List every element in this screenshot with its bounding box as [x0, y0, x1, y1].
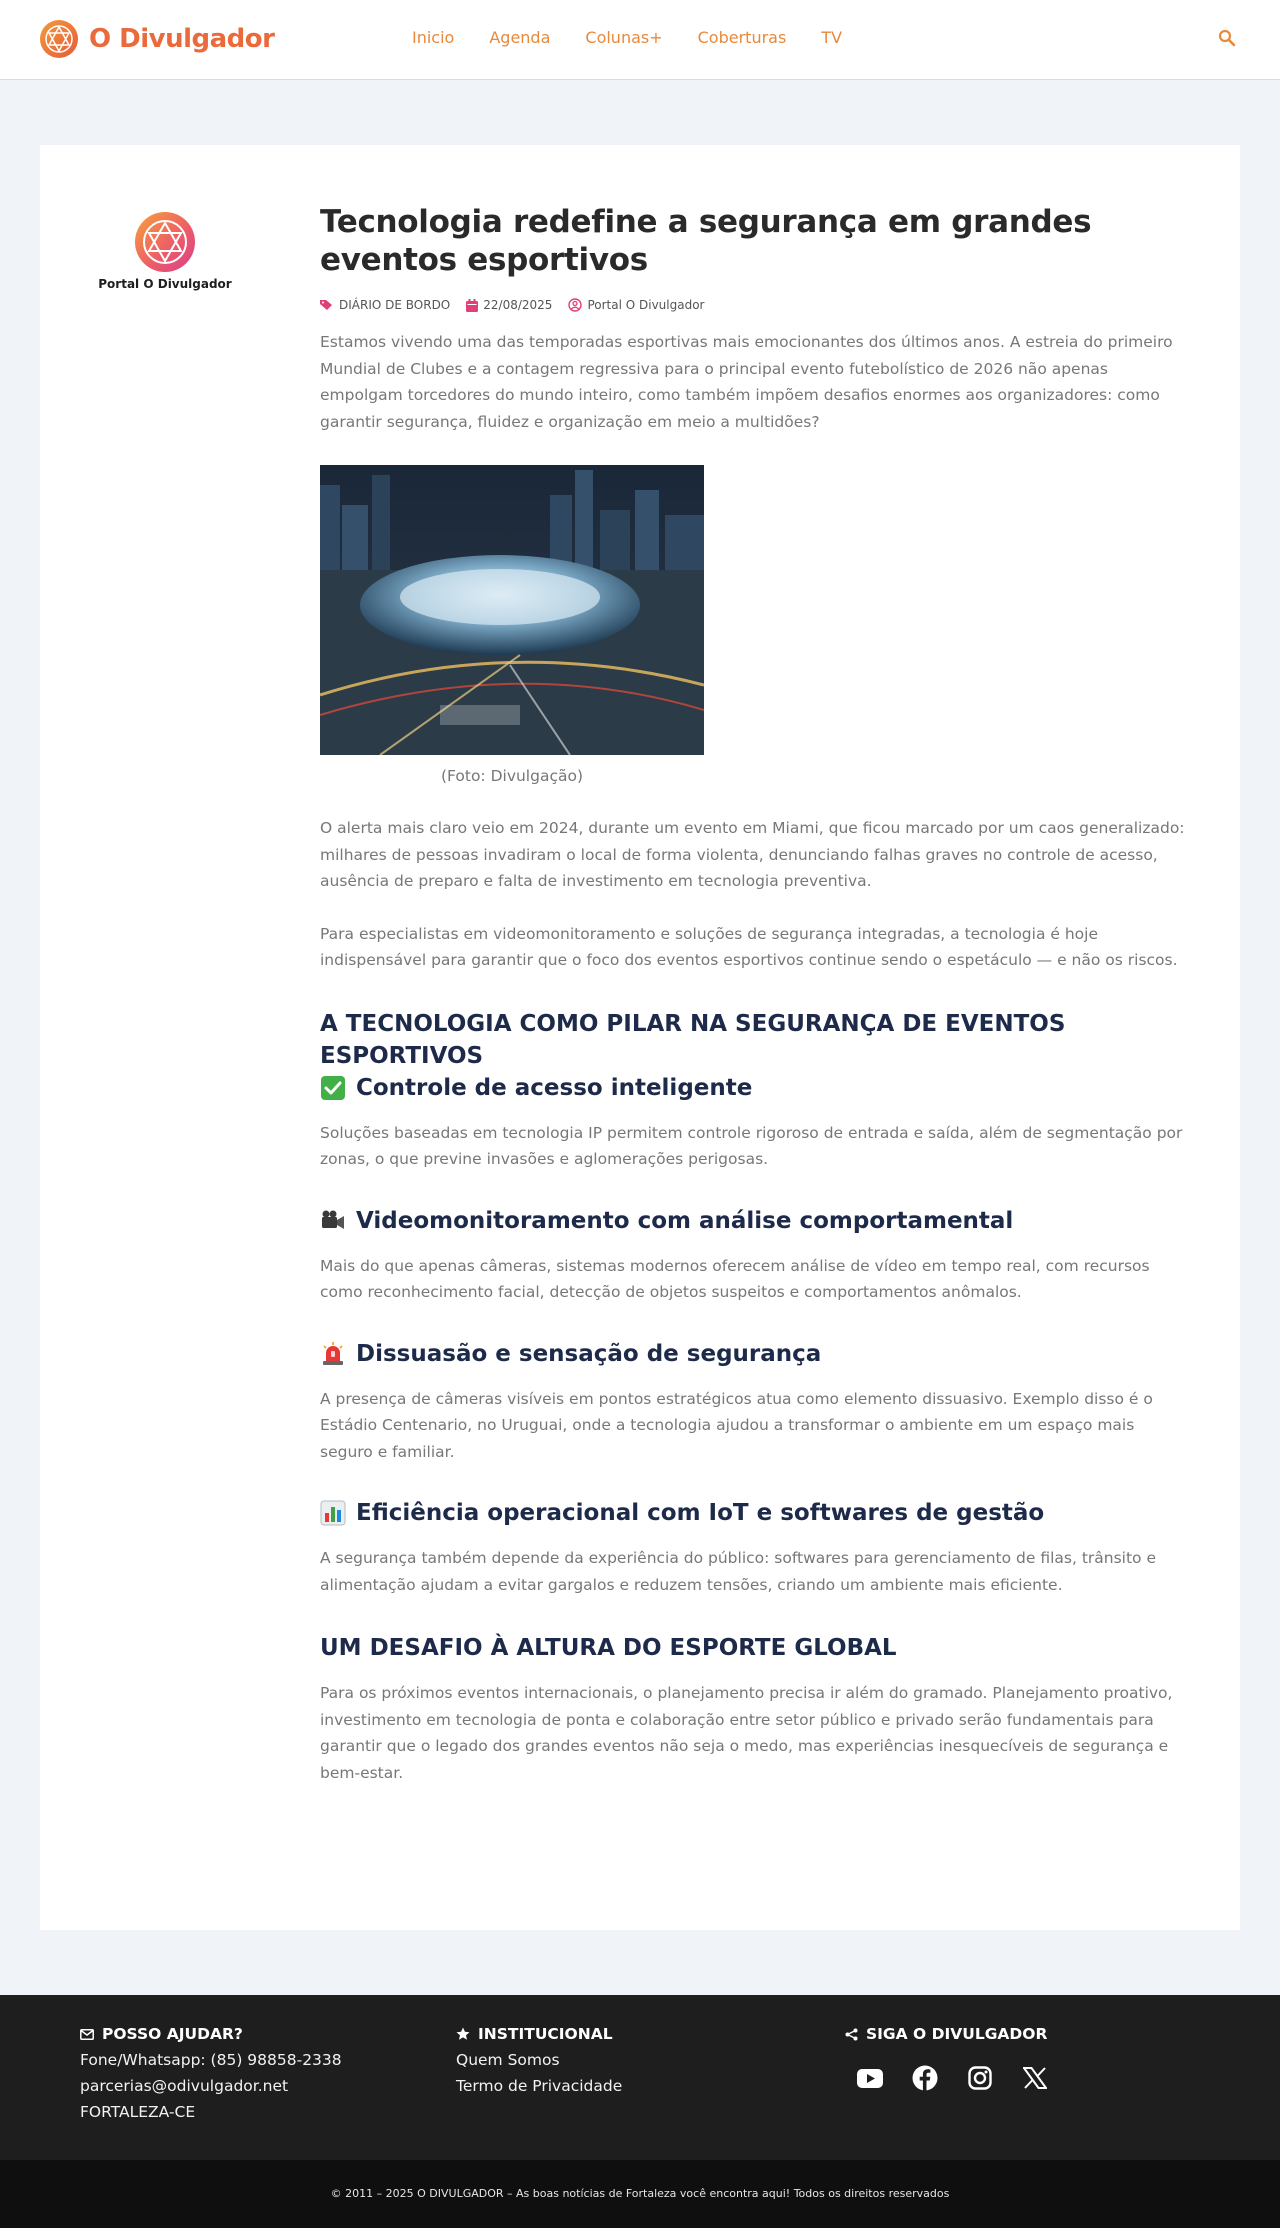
site-logo[interactable] [39, 19, 274, 59]
video-camera-icon [320, 1208, 346, 1234]
nav-item-colunas[interactable]: Colunas+ [585, 28, 663, 47]
footer-heading [80, 2025, 342, 2043]
photo-caption: (Foto: Divulgação) [440, 767, 584, 785]
search-button[interactable] [1218, 29, 1240, 51]
footer-heading-label: INSTITUCIONAL [478, 2025, 613, 2043]
article-paragraph: Para os próximos eventos internacionais, o planejamento precisa ir além do gramado. Planejamento proativo, investimento em tecnologia de ponta e colaboração entre setor público e privado serão fundamentais para garantir que o legado dos grandes eventos não seja o medo, mas experiências inesquecíveis de segurança e bem-estar. [320, 1684, 1173, 1782]
footer-heading [845, 2025, 1075, 2043]
author-box [40, 211, 290, 291]
article-paragraph: Mais do que apenas câmeras, sistemas modernos oferecem análise de vídeo em tempo real, com recursos como reconhecimento facial, detecção de objetos suspeitos e comportamentos anômalos. [320, 1256, 1150, 1301]
instagram-icon [968, 2066, 992, 2090]
subsection-title: Controle de acesso inteligente [356, 1074, 753, 1101]
social-links [855, 2063, 1075, 2093]
search-icon [1218, 29, 1236, 47]
youtube-icon [857, 2069, 883, 2088]
social-instagram[interactable] [965, 2063, 995, 2093]
logo-emblem-icon [39, 19, 79, 59]
subsection-title: Dissuasão e sensação de segurança [356, 1340, 822, 1367]
subsection-heading [320, 1338, 1185, 1370]
author-name[interactable]: Portal O Divulgador [98, 277, 232, 291]
copyright-bar: © 2011 – 2025 O DIVULGADOR – As boas notícias de Fortaleza você encontra aqui! Todos os direitos reservados [0, 2160, 1280, 2228]
tag-icon [320, 299, 334, 311]
footer-heading [456, 2025, 622, 2043]
article-figure [320, 465, 704, 785]
subsection-heading [320, 1072, 1185, 1104]
footer-social [845, 2025, 1075, 2093]
footer-link-quem-somos[interactable]: Quem Somos [456, 2051, 560, 2069]
article-paragraph: A segurança também depende da experiência do público: softwares para gerenciamento de filas, trânsito e alimentação ajudam a evitar gargalos e reduzem tensões, criando um ambiente mais eficiente. [320, 1549, 1157, 1594]
x-icon [1023, 2067, 1047, 2089]
article-paragraph: A presença de câmeras visíveis em pontos estratégicos atua como elemento dissuasivo. Exemplo disso é o Estádio Centenario, no Uruguai, onde a tecnologia ajudou a transformar o ambiente em um espaço mais seguro e familiar. [320, 1389, 1153, 1461]
meta-date-label: 22/08/2025 [483, 298, 553, 312]
nav-item-agenda[interactable]: Agenda [489, 28, 551, 47]
nav-item-coberturas[interactable]: Coberturas [697, 28, 787, 47]
subsection-title: Videomonitoramento com análise comportamental [356, 1207, 1014, 1234]
subsection-heading [320, 1205, 1185, 1237]
article [320, 203, 1185, 1786]
footer-phone[interactable]: Fone/Whatsapp: (85) 98858-2338 [80, 2051, 342, 2069]
logo-text: O Divulgador [89, 24, 275, 54]
article-title: Tecnologia redefine a segurança em grandes eventos esportivos [320, 204, 1092, 278]
footer-link-privacidade[interactable]: Termo de Privacidade [456, 2077, 623, 2095]
facebook-icon [912, 2065, 938, 2091]
article-card [40, 145, 1240, 1930]
footer-heading-label: SIGA O DIVULGADOR [866, 2025, 1048, 2043]
star-icon [456, 2027, 470, 2041]
meta-date [466, 298, 552, 312]
social-facebook[interactable] [910, 2063, 940, 2093]
meta-category-label: DIÁRIO DE BORDO [339, 298, 451, 312]
footer-location: FORTALEZA-CE [80, 2103, 196, 2121]
check-mark-icon [320, 1075, 346, 1101]
meta-author-label: Portal O Divulgador [587, 298, 705, 312]
stadium-photo [320, 465, 704, 755]
subsection-heading [320, 1497, 1185, 1529]
nav-item-tv[interactable]: TV [821, 28, 843, 47]
social-x[interactable] [1020, 2063, 1050, 2093]
meta-category[interactable] [320, 298, 450, 312]
article-paragraph: Para especialistas em videomonitoramento e soluções de segurança integradas, a tecnologia é hoje indispensável para garantir que o foco dos eventos esportivos continue sendo o espetáculo — e não os riscos. [320, 924, 1178, 969]
siren-icon [320, 1341, 346, 1367]
bar-chart-icon [320, 1500, 346, 1526]
user-circle-icon [568, 298, 582, 312]
section-heading: UM DESAFIO À ALTURA DO ESPORTE GLOBAL [320, 1635, 897, 1661]
article-intro: Estamos vivendo uma das temporadas esportivas mais emocionantes dos últimos anos. A estreia do primeiro Mundial de Clubes e a contagem regressiva para o principal evento futebolístico de 2026 não apenas empolgam torcedores do mundo inteiro, como também impõem desafios enormes aos organizadores: como garantir segurança, fluidez e organização em meio a multidões? [320, 333, 1173, 431]
meta-author[interactable] [568, 298, 704, 312]
footer-email[interactable]: parcerias@odivulgador.net [80, 2077, 289, 2095]
article-paragraph: Soluções baseadas em tecnologia IP permitem controle rigoroso de entrada e saída, além de segmentação por zonas, o que previne invasões e aglomerações perigosas. [320, 1123, 1183, 1168]
subsection-title: Eficiência operacional com IoT e softwares de gestão [356, 1500, 1045, 1526]
article-paragraph: O alerta mais claro veio em 2024, durante um evento em Miami, que ficou marcado por um caos generalizado: milhares de pessoas invadiram o local de forma violenta, denunciando falhas graves no controle de acesso, ausência de preparo e falta de investimento em tecnologia preventiva. [320, 819, 1185, 890]
footer-contact [80, 2025, 342, 2125]
calendar-icon [466, 299, 478, 312]
site-footer [0, 1995, 1280, 2160]
main-nav [412, 28, 877, 47]
share-icon [845, 2028, 858, 2041]
envelope-icon [80, 2029, 94, 2040]
footer-institutional [456, 2025, 622, 2099]
footer-heading-label: POSSO AJUDAR? [102, 2025, 243, 2043]
article-meta [320, 295, 1185, 315]
site-header [0, 0, 1280, 80]
social-youtube[interactable] [855, 2063, 885, 2093]
author-avatar[interactable] [134, 211, 196, 273]
section-heading: A TECNOLOGIA COMO PILAR NA SEGURANÇA DE EVENTOS ESPORTIVOS [320, 1010, 1066, 1069]
nav-item-inicio[interactable]: Inicio [412, 28, 455, 47]
